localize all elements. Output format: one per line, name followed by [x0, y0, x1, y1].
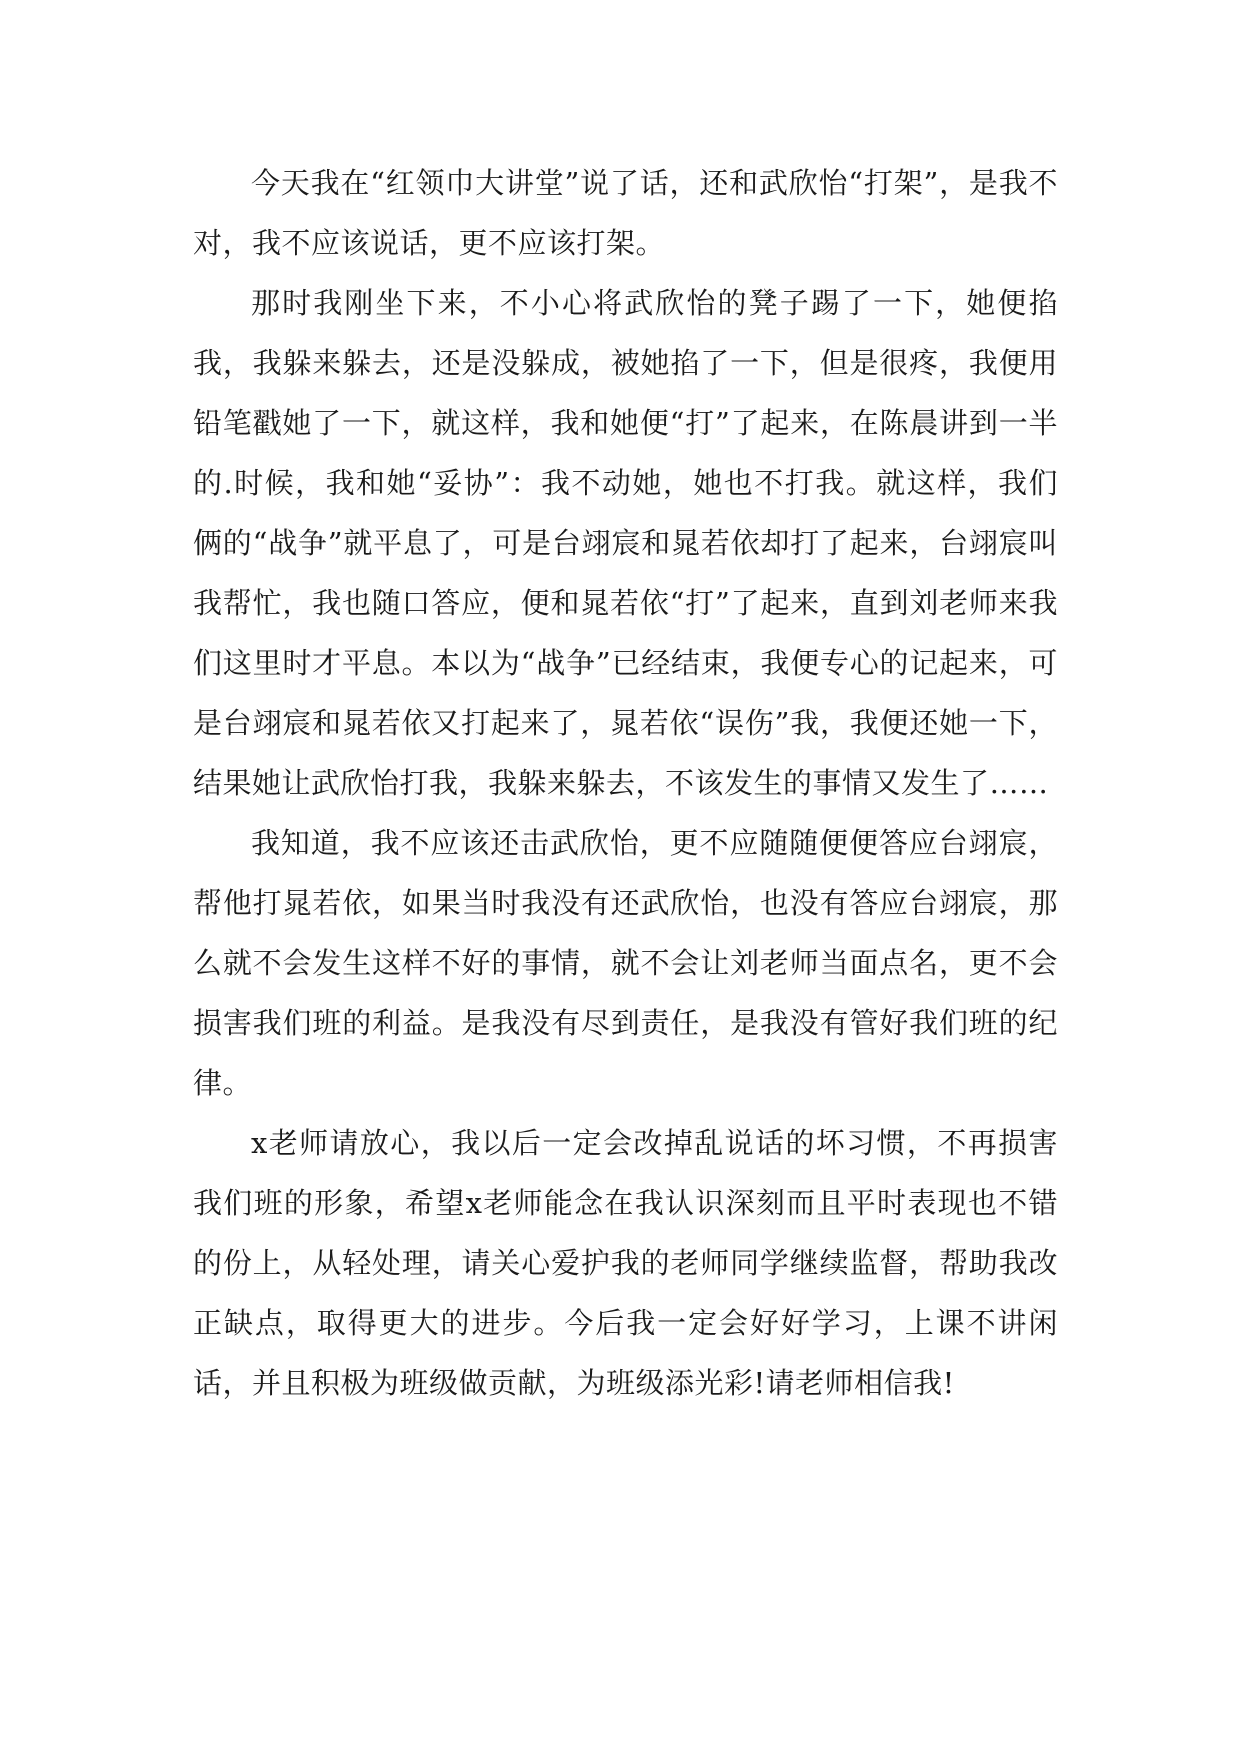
paragraph-promise: x老师请放心，我以后一定会改掉乱说话的坏习惯，不再损害我们班的形象，希望x老师能念在我认识深刻而且平时表现也不错的份上，从轻处理，请关心爱护我的老师同学继续监督，帮助我改正缺点，取得更大的进步。今后我一定会好好学习，上课不讲闲话，并且积极为班级做贡献，为班级添光彩!请老师相信我! — [193, 1126, 1058, 1400]
paragraph-reflection: 我知道，我不应该还击武欣怡，更不应随随便便答应台翊宸，帮他打晁若依，如果当时我没有还武欣怡，也没有答应台翊宸，那么就不会发生这样不好的事情，就不会让刘老师当面点名，更不会损害我们班的利益。是我没有尽到责任，是我没有管好我们班的纪律。 — [193, 826, 1058, 1100]
paragraph-apology-intro: 今天我在“红领巾大讲堂”说了话，还和武欣怡“打架”，是我不对，我不应该说话，更不应该打架。 — [193, 166, 1058, 260]
paragraph-incident-account: 那时我刚坐下来，不小心将武欣怡的凳子踢了一下，她便掐我，我躲来躲去，还是没躲成，被她掐了一下，但是很疼，我便用铅笔戳她了一下，就这样，我和她便“打”了起来，在陈晨讲到一半的.时候，我和她“妥协”：我不动她，她也不打我。就这样，我们俩的“战争”就平息了，可是台翊宸和晁若依却打了起来，台翊宸叫我帮忙，我也随口答应，便和晁若依“打”了起来，直到刘老师来我们这里时才平息。本以为“战争”已经结束，我便专心的记起来，可是台翊宸和晁若依又打起来了，晁若依“误伤”我，我便还她一下，结果她让武欣怡打我，我躲来躲去，不该发生的事情又发生了…… — [193, 286, 1058, 800]
document-body — [193, 153, 1058, 1413]
